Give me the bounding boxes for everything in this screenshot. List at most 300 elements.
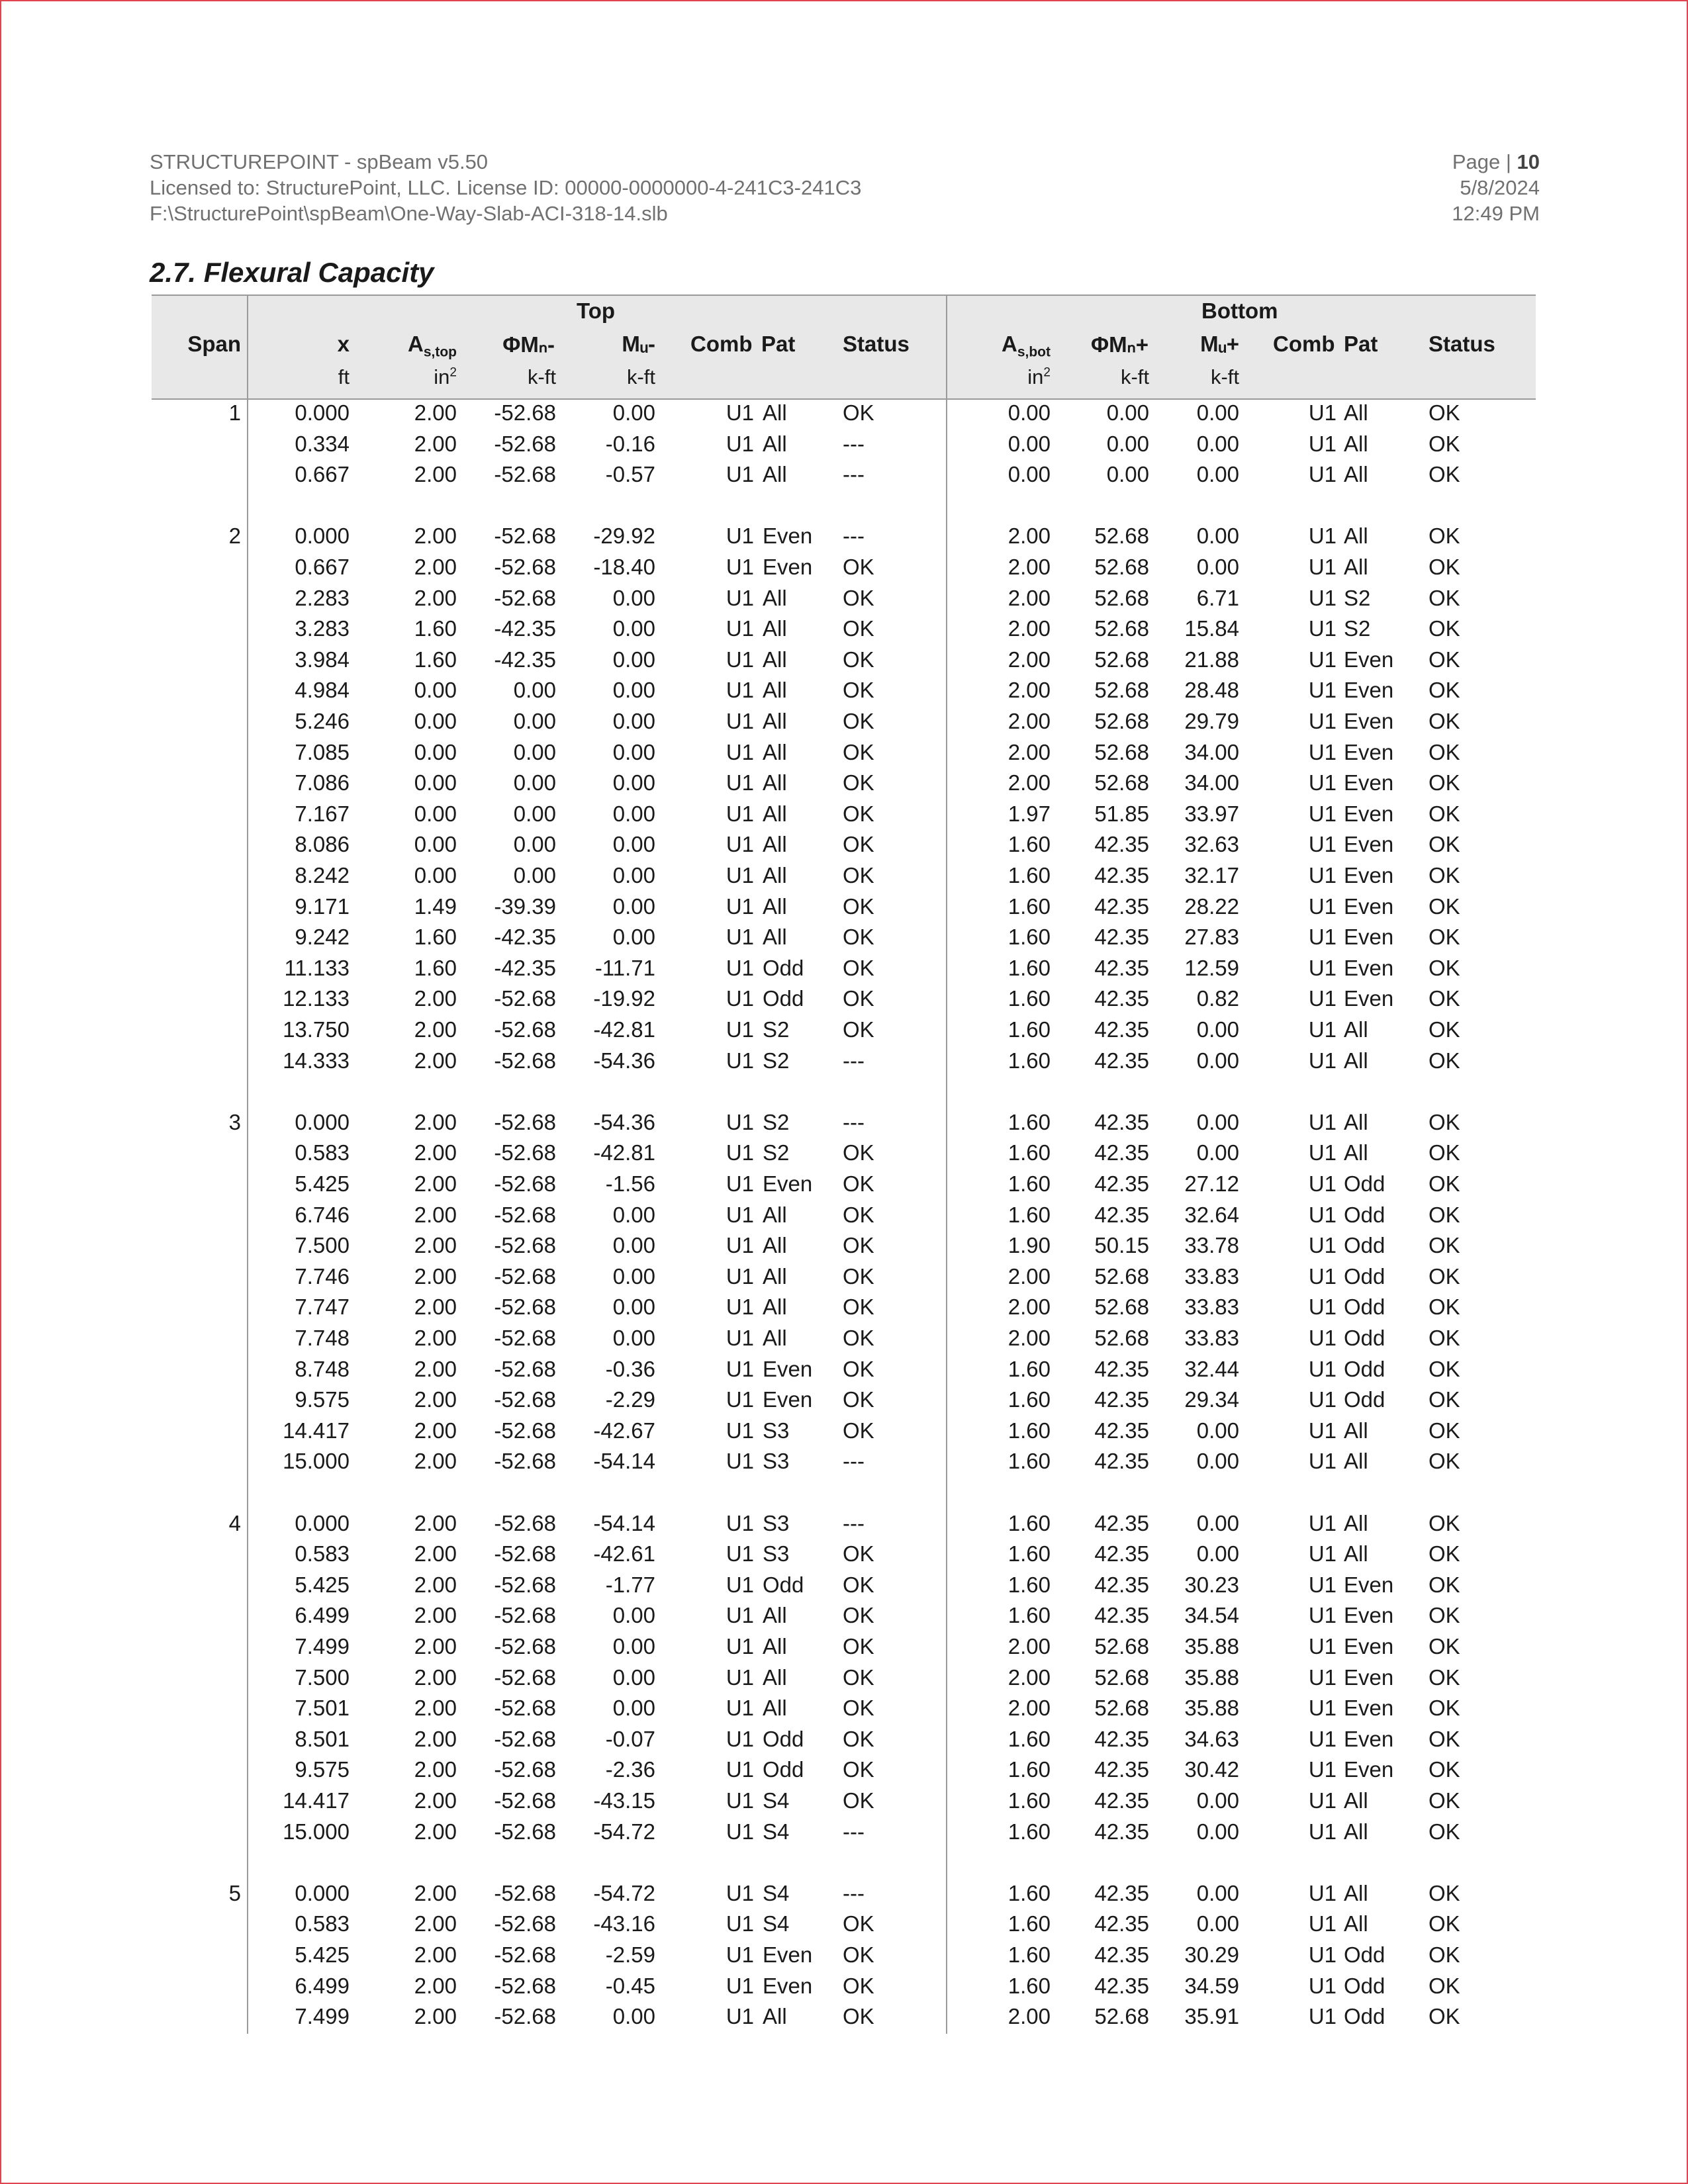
pat-top-cell: All	[763, 709, 787, 733]
as-bot-cell: 1.97	[1008, 801, 1051, 826]
comb-bot-cell: U1	[1308, 1202, 1336, 1227]
comb-top-cell: U1	[726, 1048, 754, 1073]
comb-top-cell: U1	[726, 1449, 754, 1474]
phimn-top-cell: 0.00	[513, 832, 556, 857]
pat-bot-cell: Odd	[1344, 1326, 1385, 1350]
table-row	[0, 398, 1688, 428]
phimn-top-cell: -52.68	[494, 1911, 556, 1936]
as-top-cell: 0.00	[414, 709, 457, 733]
phimn-top-cell: -52.68	[494, 1202, 556, 1227]
status-top-cell: OK	[843, 709, 874, 733]
comb-bot-cell: U1	[1308, 1911, 1336, 1936]
as-top-cell: 2.00	[414, 986, 457, 1011]
as-top-cell: 2.00	[414, 585, 457, 610]
as-bot-cell: 2.00	[1008, 1295, 1051, 1320]
comb-bot-cell: U1	[1308, 1664, 1336, 1690]
phimn-top-cell: 0.00	[513, 709, 556, 733]
comb-bot-cell: U1	[1308, 462, 1336, 487]
phimn-bot-cell: 52.68	[1094, 2004, 1149, 2029]
as-top-cell: 0.00	[414, 863, 457, 887]
table-row	[0, 1138, 1688, 1168]
mu-bot-cell: 32.64	[1184, 1202, 1239, 1227]
header-status-top: Status	[843, 332, 910, 356]
status-top-cell: OK	[843, 1603, 874, 1628]
as-top-cell: 2.00	[414, 1263, 457, 1289]
comb-bot-cell: U1	[1308, 1263, 1336, 1289]
status-top-cell: OK	[843, 585, 874, 610]
as-top-cell: 2.00	[414, 431, 457, 456]
phimn-top-cell: -52.68	[494, 1757, 556, 1782]
status-top-cell: OK	[843, 893, 874, 919]
phimn-top-cell: -52.68	[494, 585, 556, 610]
comb-bot-cell: U1	[1308, 1326, 1336, 1350]
phimn-bot-cell: 52.68	[1094, 616, 1149, 641]
as-top-cell: 2.00	[414, 1664, 457, 1690]
status-bot-cell: OK	[1429, 2004, 1460, 2029]
pat-bot-cell: Odd	[1344, 1202, 1385, 1227]
table-row	[0, 429, 1688, 459]
pat-top-cell: All	[763, 1603, 787, 1628]
mu-top-cell: 0.00	[612, 1603, 655, 1628]
pat-top-cell: All	[763, 863, 787, 887]
table-row	[0, 1261, 1688, 1292]
mu-bot-cell: 33.97	[1184, 801, 1239, 826]
pat-bot-cell: All	[1344, 1017, 1368, 1042]
status-top-cell: OK	[843, 863, 874, 887]
pat-top-cell: Odd	[763, 1757, 804, 1782]
as-bot-cell: 1.60	[1008, 1048, 1051, 1073]
mu-bot-cell: 21.88	[1184, 647, 1239, 672]
mu-top-cell: 0.00	[612, 1263, 655, 1289]
comb-bot-cell: U1	[1308, 832, 1336, 857]
mu-bot-cell: 33.83	[1184, 1326, 1239, 1350]
table-row	[0, 1817, 1688, 1847]
status-top-cell: OK	[843, 1664, 874, 1690]
pat-top-cell: Even	[763, 1973, 813, 1998]
table-row	[0, 2001, 1688, 2032]
comb-bot-cell: U1	[1308, 1726, 1336, 1751]
phimn-bot-cell: 52.68	[1094, 585, 1149, 610]
as-top-cell: 2.00	[414, 1418, 457, 1443]
pat-bot-cell: All	[1344, 431, 1368, 456]
mu-bot-cell: 35.88	[1184, 1664, 1239, 1690]
comb-top-cell: U1	[726, 1387, 754, 1412]
as-bot-cell: 1.60	[1008, 1911, 1051, 1936]
unit-x: ft	[338, 365, 350, 388]
table-row	[0, 768, 1688, 798]
x-cell: 0.667	[295, 462, 350, 487]
status-bot-cell: OK	[1429, 1664, 1460, 1690]
comb-top-cell: U1	[726, 1202, 754, 1227]
comb-top-cell: U1	[726, 1017, 754, 1042]
mu-bot-cell: 30.23	[1184, 1572, 1239, 1597]
pat-bot-cell: All	[1344, 1109, 1368, 1134]
as-top-cell: 2.00	[414, 2004, 457, 2029]
mu-top-cell: -54.36	[593, 1109, 655, 1134]
file-path: F:\StructurePoint\spBeam\One-Way-Slab-ACI-318-14.slb	[150, 202, 668, 225]
status-bot-cell: OK	[1429, 1449, 1460, 1474]
pat-bot-cell: All	[1344, 1418, 1368, 1443]
header-phimn-bot: ΦMₙ+	[1091, 332, 1149, 357]
status-bot-cell: OK	[1429, 1819, 1460, 1844]
pat-top-cell: Odd	[763, 1572, 804, 1597]
unit-as-top: $in^2$	[434, 365, 457, 388]
pat-bot-cell: Even	[1344, 832, 1394, 857]
license-line: Licensed to: StructurePoint, LLC. License ID: 00000-0000000-4-241C3-241C3	[150, 176, 862, 199]
span-cell: 3	[228, 1109, 241, 1134]
status-bot-cell: OK	[1429, 801, 1460, 826]
status-bot-cell: OK	[1429, 1295, 1460, 1320]
pat-bot-cell: Even	[1344, 678, 1394, 703]
mu-bot-cell: 27.83	[1184, 925, 1239, 950]
comb-bot-cell: U1	[1308, 2004, 1336, 2029]
phimn-bot-cell: 42.35	[1094, 1603, 1149, 1628]
mu-bot-cell: 32.63	[1184, 832, 1239, 857]
as-top-cell: 2.00	[414, 1202, 457, 1227]
comb-top-cell: U1	[726, 400, 754, 425]
comb-bot-cell: U1	[1308, 1541, 1336, 1567]
comb-top-cell: U1	[726, 1973, 754, 1998]
x-cell: 0.667	[295, 555, 350, 579]
comb-top-cell: U1	[726, 1541, 754, 1567]
phimn-bot-cell: 52.68	[1094, 1326, 1149, 1350]
pat-top-cell: S2	[763, 1140, 790, 1165]
pat-top-cell: All	[763, 616, 787, 641]
comb-bot-cell: U1	[1308, 1233, 1336, 1258]
header-group-top: Top	[577, 298, 616, 323]
phimn-top-cell: -52.68	[494, 555, 556, 579]
mu-bot-cell: 0.00	[1196, 1449, 1239, 1474]
mu-top-cell: -2.29	[605, 1387, 655, 1412]
header-span: Span	[187, 332, 241, 356]
x-cell: 3.984	[295, 647, 350, 672]
pat-top-cell: Even	[763, 1387, 813, 1412]
x-cell: 0.000	[295, 1880, 350, 1905]
mu-top-cell: 0.00	[612, 678, 655, 703]
status-bot-cell: OK	[1429, 955, 1460, 980]
as-bot-cell: 1.60	[1008, 1942, 1051, 1967]
as-top-cell: 1.60	[414, 616, 457, 641]
pat-top-cell: S4	[763, 1788, 790, 1813]
comb-top-cell: U1	[726, 1942, 754, 1967]
phimn-top-cell: -52.68	[494, 431, 556, 456]
comb-top-cell: U1	[726, 1664, 754, 1690]
phimn-top-cell: -52.68	[494, 1263, 556, 1289]
phimn-top-cell: -52.68	[494, 1696, 556, 1721]
pat-top-cell: S2	[763, 1017, 790, 1042]
comb-top-cell: U1	[726, 1603, 754, 1628]
phimn-bot-cell: 42.35	[1094, 1510, 1149, 1535]
mu-top-cell: 0.00	[612, 616, 655, 641]
pat-top-cell: S4	[763, 1819, 790, 1844]
as-bot-cell: 1.60	[1008, 1449, 1051, 1474]
x-cell: 2.283	[295, 585, 350, 610]
status-top-cell: OK	[843, 1017, 874, 1042]
as-bot-cell: 1.60	[1008, 1726, 1051, 1751]
x-cell: 0.334	[295, 431, 350, 456]
phimn-top-cell: 0.00	[513, 739, 556, 764]
unit-mu-bot: k-ft	[1210, 365, 1239, 388]
x-cell: 7.500	[295, 1233, 350, 1258]
mu-top-cell: -19.92	[593, 986, 655, 1011]
phimn-bot-cell: 42.35	[1094, 1973, 1149, 1998]
table-row	[0, 1940, 1688, 1970]
table-row	[0, 459, 1688, 490]
status-bot-cell: OK	[1429, 462, 1460, 487]
pat-bot-cell: All	[1344, 1510, 1368, 1535]
phimn-bot-cell: 52.68	[1094, 739, 1149, 764]
as-bot-cell: 1.60	[1008, 893, 1051, 919]
phimn-top-cell: -52.68	[494, 1819, 556, 1844]
comb-bot-cell: U1	[1308, 955, 1336, 980]
as-top-cell: 2.00	[414, 1911, 457, 1936]
mu-bot-cell: 0.00	[1196, 1140, 1239, 1165]
page-label: Page |	[1452, 150, 1517, 173]
comb-bot-cell: U1	[1308, 925, 1336, 950]
mu-bot-cell: 35.88	[1184, 1634, 1239, 1659]
comb-top-cell: U1	[726, 1911, 754, 1936]
x-cell: 7.499	[295, 2004, 350, 2029]
as-bot-cell: 2.00	[1008, 1263, 1051, 1289]
phimn-top-cell: -52.68	[494, 1048, 556, 1073]
pat-bot-cell: Even	[1344, 709, 1394, 733]
as-top-cell: 2.00	[414, 1973, 457, 1998]
mu-bot-cell: 0.00	[1196, 1541, 1239, 1567]
pat-top-cell: All	[763, 832, 787, 857]
x-cell: 7.167	[295, 801, 350, 826]
phimn-top-cell: -52.68	[494, 400, 556, 425]
mu-bot-cell: 33.78	[1184, 1233, 1239, 1258]
mu-top-cell: 0.00	[612, 1295, 655, 1320]
mu-bot-cell: 15.84	[1184, 616, 1239, 641]
mu-top-cell: 0.00	[612, 832, 655, 857]
table-row	[0, 1416, 1688, 1446]
comb-top-cell: U1	[726, 955, 754, 980]
pat-top-cell: S3	[763, 1418, 790, 1443]
table-row	[0, 1446, 1688, 1477]
phimn-bot-cell: 42.35	[1094, 1757, 1149, 1782]
as-top-cell: 2.00	[414, 400, 457, 425]
phimn-bot-cell: 52.68	[1094, 523, 1149, 549]
status-bot-cell: OK	[1429, 1942, 1460, 1967]
comb-bot-cell: U1	[1308, 739, 1336, 764]
status-top-cell: OK	[843, 1757, 874, 1782]
pat-top-cell: Even	[763, 523, 813, 549]
status-top-cell: OK	[843, 1387, 874, 1412]
as-bot-cell: 0.00	[1008, 462, 1051, 487]
pat-top-cell: All	[763, 400, 787, 425]
phimn-bot-cell: 52.68	[1094, 647, 1149, 672]
header-phimn-top: ΦMₙ-	[502, 332, 555, 357]
phimn-bot-cell: 42.35	[1094, 1880, 1149, 1905]
table-row	[0, 1508, 1688, 1539]
as-top-cell: 2.00	[414, 1696, 457, 1721]
x-cell: 7.748	[295, 1326, 350, 1350]
phimn-top-cell: -52.68	[494, 1572, 556, 1597]
phimn-bot-cell: 0.00	[1106, 462, 1149, 487]
as-top-cell: 2.00	[414, 1726, 457, 1751]
x-cell: 8.748	[295, 1356, 350, 1381]
pat-top-cell: All	[763, 462, 787, 487]
pat-bot-cell: All	[1344, 462, 1368, 487]
pat-bot-cell: Even	[1344, 1664, 1394, 1690]
comb-top-cell: U1	[726, 1356, 754, 1381]
pat-top-cell: S4	[763, 1911, 790, 1936]
pat-bot-cell: All	[1344, 1048, 1368, 1073]
pat-bot-cell: Odd	[1344, 1356, 1385, 1381]
pat-top-cell: All	[763, 739, 787, 764]
pat-top-cell: All	[763, 893, 787, 919]
status-top-cell: OK	[843, 1171, 874, 1196]
table-row	[0, 1786, 1688, 1816]
status-bot-cell: OK	[1429, 1603, 1460, 1628]
status-top-cell: ---	[843, 462, 865, 487]
phimn-bot-cell: 42.35	[1094, 1819, 1149, 1844]
span-cell: 5	[228, 1880, 241, 1905]
pat-bot-cell: Odd	[1344, 1263, 1385, 1289]
status-top-cell: OK	[843, 801, 874, 826]
table-row	[0, 891, 1688, 922]
mu-bot-cell: 33.83	[1184, 1295, 1239, 1320]
status-bot-cell: OK	[1429, 523, 1460, 549]
status-bot-cell: OK	[1429, 585, 1460, 610]
phimn-bot-cell: 42.35	[1094, 925, 1149, 950]
report-date: 5/8/2024	[1460, 176, 1540, 199]
comb-bot-cell: U1	[1308, 585, 1336, 610]
comb-bot-cell: U1	[1308, 616, 1336, 641]
phimn-bot-cell: 42.35	[1094, 955, 1149, 980]
pat-top-cell: S3	[763, 1510, 790, 1535]
comb-bot-cell: U1	[1308, 1171, 1336, 1196]
mu-top-cell: 0.00	[612, 647, 655, 672]
status-bot-cell: OK	[1429, 1541, 1460, 1567]
comb-top-cell: U1	[726, 1171, 754, 1196]
mu-bot-cell: 33.83	[1184, 1263, 1239, 1289]
comb-top-cell: U1	[726, 585, 754, 610]
phimn-top-cell: -52.68	[494, 1109, 556, 1134]
phimn-bot-cell: 42.35	[1094, 1942, 1149, 1967]
phimn-bot-cell: 42.35	[1094, 1572, 1149, 1597]
pat-top-cell: All	[763, 431, 787, 456]
as-bot-cell: 2.00	[1008, 1326, 1051, 1350]
header-status-bot: Status	[1429, 332, 1495, 356]
as-bot-cell: 1.60	[1008, 832, 1051, 857]
status-top-cell: OK	[843, 616, 874, 641]
as-bot-cell: 2.00	[1008, 1696, 1051, 1721]
mu-top-cell: -0.07	[605, 1726, 655, 1751]
pat-bot-cell: Even	[1344, 1726, 1394, 1751]
comb-top-cell: U1	[726, 1880, 754, 1905]
mu-top-cell: -42.61	[593, 1541, 655, 1567]
table-row	[0, 1230, 1688, 1261]
pat-bot-cell: Even	[1344, 1634, 1394, 1659]
pat-top-cell: All	[763, 1233, 787, 1258]
as-bot-cell: 1.60	[1008, 1356, 1051, 1381]
comb-bot-cell: U1	[1308, 1510, 1336, 1535]
span-cell: 1	[228, 400, 241, 425]
x-cell: 5.246	[295, 709, 350, 733]
report-header-right	[1452, 149, 1540, 226]
pat-bot-cell: Even	[1344, 770, 1394, 796]
phimn-bot-cell: 42.35	[1094, 1911, 1149, 1936]
status-top-cell: OK	[843, 555, 874, 579]
status-bot-cell: OK	[1429, 647, 1460, 672]
as-bot-cell: 1.60	[1008, 1387, 1051, 1412]
table-row	[0, 521, 1688, 551]
as-bot-cell: 2.00	[1008, 555, 1051, 579]
as-bot-cell: 2.00	[1008, 616, 1051, 641]
comb-bot-cell: U1	[1308, 431, 1336, 456]
page-indicator	[1452, 149, 1540, 175]
table-row	[0, 552, 1688, 582]
mu-top-cell: 0.00	[612, 1696, 655, 1721]
comb-top-cell: U1	[726, 801, 754, 826]
phimn-top-cell: -42.35	[494, 647, 556, 672]
status-top-cell: ---	[843, 523, 865, 549]
mu-top-cell: -29.92	[593, 523, 655, 549]
as-bot-cell: 2.00	[1008, 1664, 1051, 1690]
comb-top-cell: U1	[726, 555, 754, 579]
table-row	[0, 860, 1688, 891]
table-row	[0, 1631, 1688, 1662]
status-top-cell: OK	[843, 1233, 874, 1258]
x-cell: 0.583	[295, 1541, 350, 1567]
mu-bot-cell: 32.44	[1184, 1356, 1239, 1381]
x-cell: 0.583	[295, 1911, 350, 1936]
as-bot-cell: 1.90	[1008, 1233, 1051, 1258]
as-top-cell: 0.00	[414, 832, 457, 857]
phimn-top-cell: -39.39	[494, 893, 556, 919]
as-bot-cell: 1.60	[1008, 1603, 1051, 1628]
phimn-bot-cell: 42.35	[1094, 1202, 1149, 1227]
status-bot-cell: OK	[1429, 1171, 1460, 1196]
status-bot-cell: OK	[1429, 1202, 1460, 1227]
table-row	[0, 645, 1688, 675]
phimn-bot-cell: 42.35	[1094, 1541, 1149, 1567]
pat-bot-cell: Even	[1344, 647, 1394, 672]
table-row	[0, 1662, 1688, 1693]
comb-top-cell: U1	[726, 1326, 754, 1350]
mu-top-cell: -0.16	[605, 431, 655, 456]
as-bot-cell: 2.00	[1008, 678, 1051, 703]
table-row	[0, 1015, 1688, 1045]
table-row	[0, 583, 1688, 614]
phimn-top-cell: 0.00	[513, 863, 556, 887]
pat-bot-cell: Even	[1344, 1757, 1394, 1782]
pat-top-cell: All	[763, 770, 787, 796]
mu-top-cell: 0.00	[612, 893, 655, 919]
x-cell: 3.283	[295, 616, 350, 641]
x-cell: 6.746	[295, 1202, 350, 1227]
comb-bot-cell: U1	[1308, 986, 1336, 1011]
table-row	[0, 1292, 1688, 1322]
comb-bot-cell: U1	[1308, 770, 1336, 796]
pat-top-cell: S3	[763, 1541, 790, 1567]
section-title: 2.7. Flexural Capacity	[150, 257, 434, 288]
pat-bot-cell: Even	[1344, 955, 1394, 980]
comb-top-cell: U1	[726, 1726, 754, 1751]
status-bot-cell: OK	[1429, 1880, 1460, 1905]
pat-top-cell: All	[763, 1263, 787, 1289]
report-header-left	[150, 149, 861, 226]
mu-bot-cell: 0.00	[1196, 1880, 1239, 1905]
as-bot-cell: 2.00	[1008, 585, 1051, 610]
as-top-cell: 2.00	[414, 523, 457, 549]
mu-bot-cell: 0.00	[1196, 431, 1239, 456]
as-bot-cell: 2.00	[1008, 739, 1051, 764]
comb-bot-cell: U1	[1308, 1942, 1336, 1967]
mu-bot-cell: 0.00	[1196, 1911, 1239, 1936]
